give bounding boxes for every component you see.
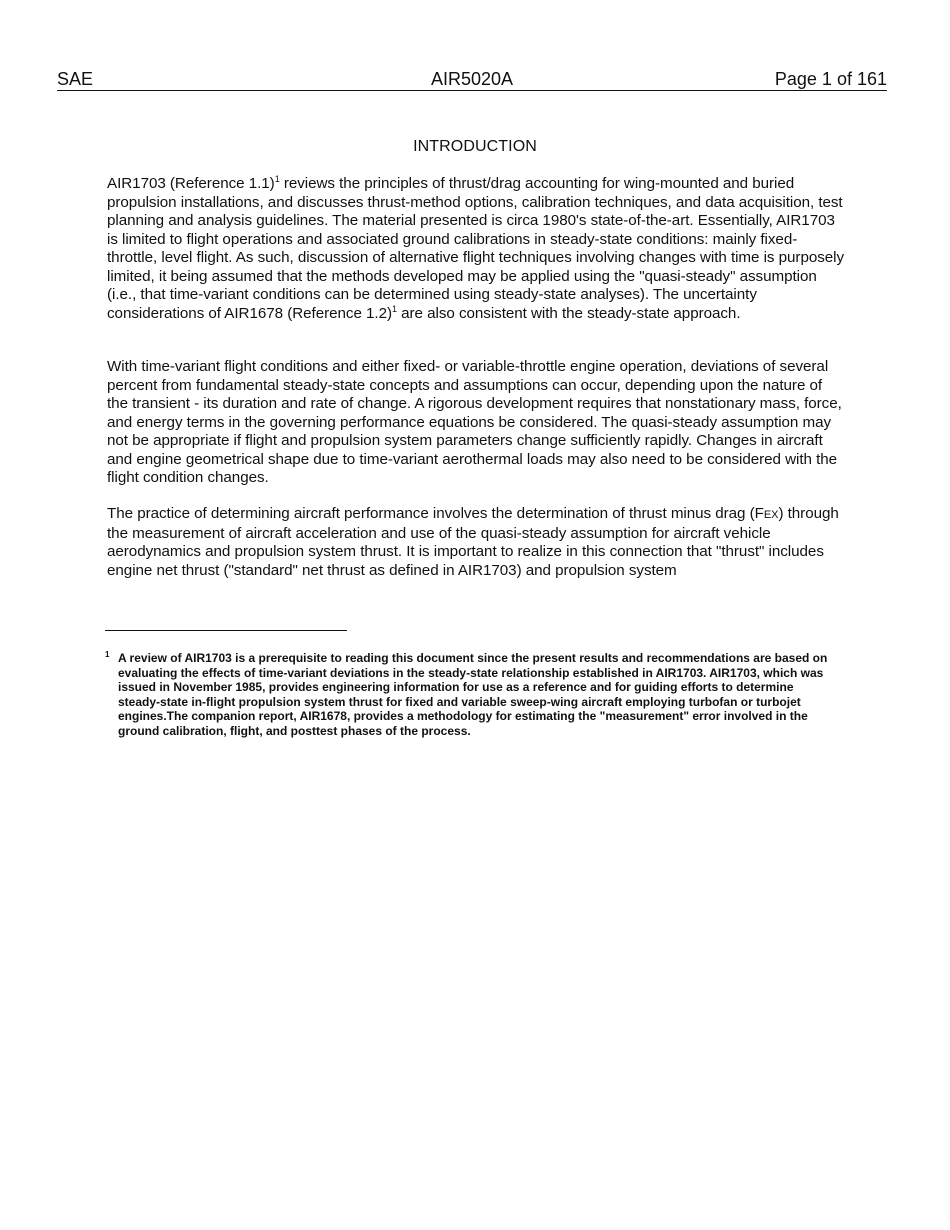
paragraph-3 (107, 505, 845, 580)
paragraph-2: With time-variant flight conditions and either fixed- or variable-throttle engine operation, deviations of several percent from fundamental steady-state concepts and assumptions can occur, depending upon the nature of the transient - its duration and rate of change. A rigorous development requires that nonstationary mass, force, and energy terms in the governing performance equations be considered. The quasi-steady assumption may not be appropriate if flight and propulsion system parameters change sufficiently rapidly. Changes in aircraft and engine geometrical shape due to time-variant aerothermal loads may also need to be considered with the flight condition changes. (107, 358, 842, 486)
header-org: SAE (57, 69, 94, 89)
footnote-mark: 1 (105, 650, 110, 659)
footnote (105, 651, 835, 739)
footnote-ref-1: 1 (274, 174, 280, 184)
subscript-ex: EX (763, 509, 779, 521)
paragraph-1-part-a: AIR1703 (Reference 1.1) (107, 175, 275, 192)
paragraph-1-part-b: reviews the principles of thrust/drag accounting for wing-mounted and buried propulsion installations, and discusses thrust-method options, calibration techniques, and data acquisition, test planning and analysis guidelines. The material presented is circa 1980's state-of-the-art. Essentially, AIR1703 is limited to flight operations and associated ground calibrations in steady-state conditions: mainly fixed-throttle, level flight. As such, discussion of alternative flight techniques involving changes with time is purposely limited, it being assumed that the methods developed may be applied using the "quasi-steady" assumption (i.e., that time-variant conditions can be determined using steady-state analyses). The uncertainty considerations of AIR1678 (Reference 1.2) (107, 175, 845, 322)
footnote-text: A review of AIR1703 is a prerequisite to reading this document since the present results and recommendations are based on evaluating the effects of time-variant deviations in the steady-state relationship established in AIR1703. AIR1703, which was issued in November 1985, provides engineering information for use as a reference and for guiding efforts to determine steady-state in-flight propulsion system thrust for fixed and variable sweep-wing aircraft employing turbofan or turbojet engines.The companion report, AIR1678, provides a methodology for estimating the "measurement" error involved in the ground calibration, flight, and posttest phases of the process. (118, 651, 828, 738)
page-header (57, 68, 887, 91)
section-heading: INTRODUCTION (413, 138, 537, 155)
header-doc-id: AIR5020A (430, 69, 514, 89)
paragraph-3-part-b: ) through the measurement of aircraft acceleration and use of the quasi-steady assumption for aircraft vehicle aerodynamics and propulsion system thrust. It is important to realize in this connection that "thrust" includes engine net thrust ("standard" net thrust as defined in AIR1703) and propulsion system (107, 505, 839, 579)
header-page-number: Page 1 of 161 (774, 69, 887, 89)
footnote-divider (105, 630, 347, 631)
paragraph-1 (107, 175, 845, 323)
paragraph-3-part-a: The practice of determining aircraft performance involves the determination of thrust minus drag (F (107, 505, 764, 522)
paragraph-1-part-c: are also consistent with the steady-state approach. (396, 304, 741, 322)
footnote-ref-2: 1 (392, 303, 397, 314)
